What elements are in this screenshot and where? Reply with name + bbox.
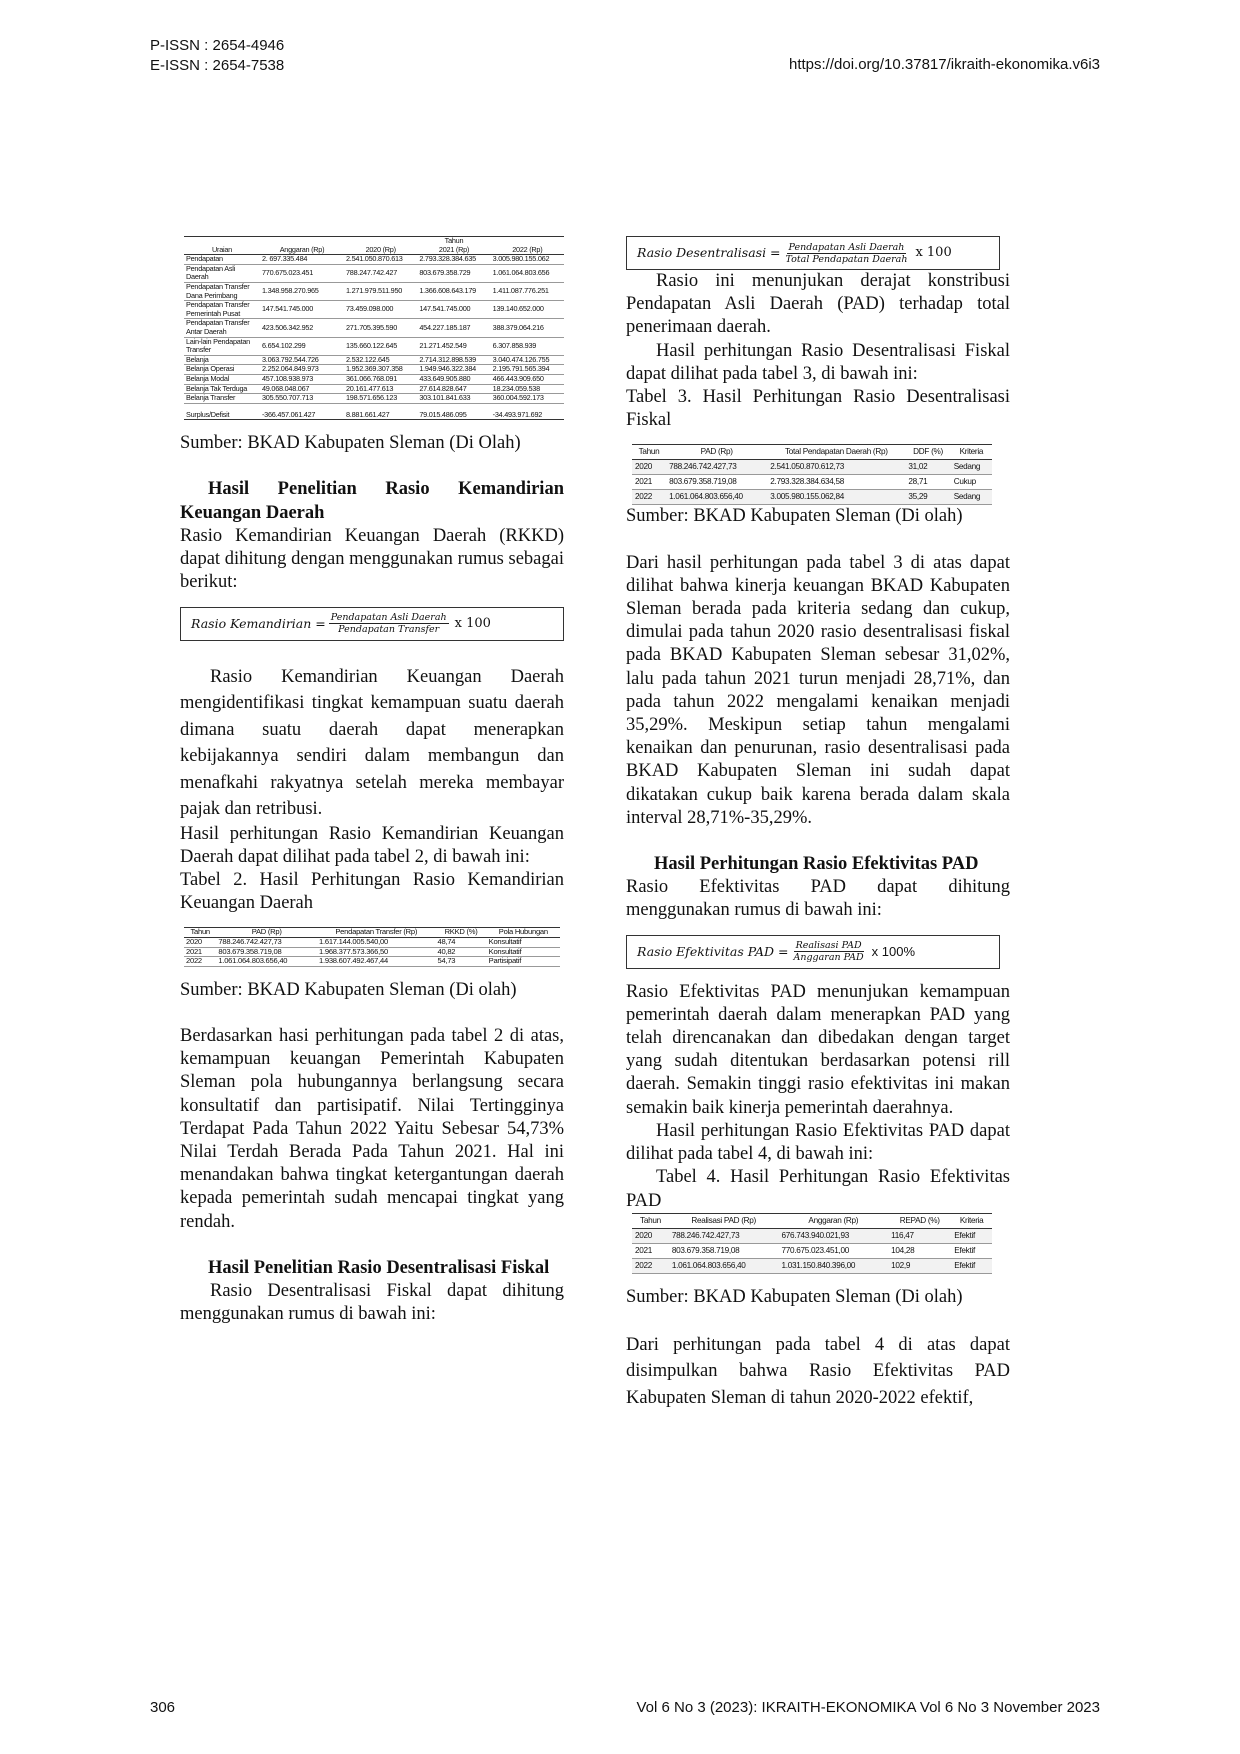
t1-row xyxy=(184,282,564,300)
t3-row xyxy=(632,490,992,505)
t1-cell-y2022: 139.140.652.000 xyxy=(491,301,564,319)
t3-cell: 2.541.050.870.612,73 xyxy=(767,460,905,475)
t1-surplus-y2020: 8.881.661.427 xyxy=(346,409,390,419)
t1-cell-y2020: 788.247.742.427 xyxy=(344,264,417,282)
formula-ef-fraction xyxy=(792,940,866,963)
t3-header-2: Total Pendapatan Daerah (Rp) xyxy=(784,447,888,457)
t4-cell: 1.031.150.840.396,00 xyxy=(779,1258,889,1273)
table4-caption: Tabel 4. Hasil Perhitungan Rasio Efektivitas PAD xyxy=(626,1167,1010,1211)
t1-cell-y2020: 135.660.122.645 xyxy=(344,337,417,355)
t1-row xyxy=(184,365,564,375)
t1-row xyxy=(184,394,564,404)
para-dd-table-ref: Hasil perhitungan Rasio Desentralisasi Fiskal dapat dilihat pada tabel 3, di bawah ini: xyxy=(626,340,1010,384)
t1-cell-y2021: 803.679.358.729 xyxy=(417,264,490,282)
t1-cell-y2022: 2.195.791.565.394 xyxy=(491,365,564,375)
t4-header-0: Tahun xyxy=(640,1215,661,1225)
t2-cell: Konsultatif xyxy=(487,937,560,947)
t3-cell: 31,02 xyxy=(905,460,950,475)
t1-cell-anggaran: 147.541.745.000 xyxy=(260,301,344,319)
formula-dd-fraction xyxy=(784,242,910,265)
t3-cell: 2021 xyxy=(632,475,666,490)
t3-row xyxy=(632,460,992,475)
t1-cell-label: Belanja Transfer xyxy=(184,394,260,404)
t3-cell: 803.679.358.719,08 xyxy=(666,475,767,490)
t4-cell: 770.675.023.451,00 xyxy=(779,1243,889,1258)
t1-header-2020: 2020 (Rp) xyxy=(365,244,396,254)
para-rkkd-intro: Rasio Kemandirian Keuangan Daerah (RKKD) dapat dihitung dengan menggunakan rumus sebagai berikut: xyxy=(180,525,564,593)
formula-ef-multiplier: x 100% xyxy=(871,944,916,960)
t1-cell-y2021: 27.614.828.647 xyxy=(417,384,490,394)
t1-cell-y2022: 18.234.059.538 xyxy=(491,384,564,394)
t1-surplus-anggaran: -366.457.061.427 xyxy=(262,409,316,419)
issn-block xyxy=(150,36,284,76)
t1-header-uraian: Uraian xyxy=(212,244,232,254)
t4-cell: 1.061.064.803.656,40 xyxy=(669,1258,779,1273)
t4-header-3: REPAD (%) xyxy=(899,1215,940,1225)
t1-cell-y2021: 1.949.946.322.384 xyxy=(417,365,490,375)
t2-cell: 1.968.377.573.366,50 xyxy=(317,947,435,957)
formula-rkkd-denominator: Pendapatan Transfer xyxy=(338,624,440,635)
para-efektivitas-table-ref: Hasil perhitungan Rasio Efektivitas PAD dapat dilihat pada tabel 4, di bawah ini: xyxy=(626,1120,1010,1165)
t1-cell-label: Belanja Modal xyxy=(184,374,260,384)
t4-cell: 2022 xyxy=(632,1258,669,1273)
source-table4: Sumber: BKAD Kabupaten Sleman (Di olah) xyxy=(626,1286,963,1307)
t2-header-1: PAD (Rp) xyxy=(251,927,282,937)
t1-cell-anggaran: 770.675.023.451 xyxy=(260,264,344,282)
formula-rkkd-lhs: Rasio Kemandirian = xyxy=(191,615,326,631)
t1-cell-y2020: 271.705.395.590 xyxy=(344,319,417,337)
t4-header-2: Anggaran (Rp) xyxy=(808,1215,859,1225)
t2-cell: 1.617.144.005.540,00 xyxy=(317,937,435,947)
formula-dd-denominator: Total Pendapatan Daerah xyxy=(785,253,908,265)
t1-cell-anggaran: 6.654.102.299 xyxy=(260,337,344,355)
t4-cell: Efektif xyxy=(951,1243,992,1258)
t3-cell: Cukup xyxy=(951,475,992,490)
t1-cell-y2021: 2.793.328.384.635 xyxy=(417,255,490,265)
t3-header-4: Kriteria xyxy=(959,447,984,457)
t1-row xyxy=(184,337,564,355)
t3-cell: 3.005.980.155.062,84 xyxy=(767,490,905,505)
t3-cell: 2.793.328.384.634,58 xyxy=(767,475,905,490)
journal-citation: Vol 6 No 3 (2023): IKRAITH-EKONOMIKA Vol 6 No 3 November 2023 xyxy=(636,1699,1100,1716)
t2-cell: 1.061.064.803.656,40 xyxy=(216,957,317,967)
t1-row xyxy=(184,264,564,282)
t2-row xyxy=(184,957,560,967)
t1-cell-anggaran: 2. 697.335.484 xyxy=(260,255,344,265)
formula-rkkd-fraction xyxy=(329,612,449,635)
t3-cell: 788.246.742.427,73 xyxy=(666,460,767,475)
t1-cell-y2022: 3.005.980.155.062 xyxy=(491,255,564,265)
t1-cell-y2020: 20.161.477.613 xyxy=(344,384,417,394)
t2-cell: 788.246.742.427,73 xyxy=(216,937,317,947)
t1-cell-anggaran: 2.252.064.849.973 xyxy=(260,365,344,375)
t1-cell-y2020: 2.541.050.870.613 xyxy=(344,255,417,265)
t3-cell: Sedang xyxy=(951,490,992,505)
t1-cell-y2022: 466.443.909.650 xyxy=(491,374,564,384)
t1-row xyxy=(184,301,564,319)
t2-cell: 48,74 xyxy=(436,937,487,947)
t2-cell: 40,82 xyxy=(436,947,487,957)
t2-cell: 54,73 xyxy=(436,957,487,967)
t1-cell-label: Belanja Operasi xyxy=(184,365,260,375)
para-dd-analysis: Dari hasil perhitungan pada tabel 3 di atas dapat dilihat bahwa kinerja keuangan BKAD Kabupaten Sleman berada pada kriteria sedang dan cukup, dimulai pada tahun 2020 rasio desentralisasi fiskal pada BKAD Kabupaten Sleman sebesar 31,02%, lalu pada tahun 2021 turun menjadi 28,71%, dan pada tahun 2022 mengalami kenaikan menjadi 35,29%. Meskipun setiap tahun mengalami kenaikan dan penurunan, rasio desentralisasi pada BKAD Kabupaten Sleman ini sudah dapat dikatakan cukup baik karena berada dalam skala interval 28,71%-35,29%. xyxy=(626,552,1010,828)
t1-row-surplus xyxy=(184,403,564,420)
t3-header-1: PAD (Rp) xyxy=(700,447,733,457)
t1-cell-anggaran: 305.550.707.713 xyxy=(260,394,344,404)
t1-cell-y2020: 2.532.122.645 xyxy=(344,355,417,365)
heading-desentralisasi: Hasil Penelitian Rasio Desentralisasi Fiskal xyxy=(208,1257,550,1278)
para-dd-contribution: Rasio ini menunjukan derajat konstribusi Pendapatan Asli Daerah (PAD) terhadap total penerimaan daerah. xyxy=(626,271,1010,338)
para-efektivitas-conclusion: Dari perhitungan pada tabel 4 di atas dapat disimpulkan bahwa Rasio Efektivitas PAD Kabupaten Sleman di tahun 2020-2022 efektif, xyxy=(626,1334,1010,1408)
t2-cell: 2020 xyxy=(184,937,216,947)
t1-row xyxy=(184,374,564,384)
t1-cell-label: Belanja xyxy=(184,355,260,365)
t2-cell: Konsultatif xyxy=(487,947,560,957)
t2-cell: 2022 xyxy=(184,957,216,967)
t3-header-row xyxy=(632,445,992,460)
t1-cell-label: Pendapatan Asli Daerah xyxy=(184,264,260,282)
t1-cell-y2021: 2.714.312.898.539 xyxy=(417,355,490,365)
t2-body xyxy=(184,937,560,966)
table3-desentralisasi xyxy=(632,444,992,505)
t4-cell: 102,9 xyxy=(888,1258,951,1273)
t3-cell: 2022 xyxy=(632,490,666,505)
left-column xyxy=(180,236,564,1326)
t1-body xyxy=(184,255,564,420)
heading-rkkd: Hasil Penelitian Rasio Kemandirian Keuangan Daerah xyxy=(180,479,564,523)
t1-surplus-y2021: 79.015.486.095 xyxy=(419,409,467,419)
formula-dd-multiplier: x 100 xyxy=(915,245,952,261)
t1-cell-y2022: 6.307.858.939 xyxy=(491,337,564,355)
formula-desentralisasi xyxy=(626,236,1000,270)
t3-cell: 2020 xyxy=(632,460,666,475)
para-rkkd-analysis: Berdasarkan hasi perhitungan pada tabel 2 di atas, kemampuan keuangan Pemerintah Kabupaten Sleman pola hubungannya berlangsung secara konsultatif dan partisipatif. Nilai Tertingginya Terdapat Pada Tahun 2022 Yaitu Sebesar 54,73% Nilai Terdah Berada Pada Tahun 2021. Hal ini menandakan bahwa tingkat ketergantungan daerah kepada pemerintah sudah mencapai tingkat yang rendah. xyxy=(180,1025,564,1232)
t3-cell: 35,29 xyxy=(905,490,950,505)
t4-cell: Efektif xyxy=(951,1258,992,1273)
t1-surplus-label: Surplus/Defisit xyxy=(186,409,230,419)
table2-rkkd xyxy=(184,927,560,966)
t1-cell-label: Belanja Tak Terduga xyxy=(184,384,260,394)
doi-link[interactable]: https://doi.org/10.37817/ikraith-ekonomika.v6i3 xyxy=(788,56,1100,73)
t2-cell: Partisipatif xyxy=(487,957,560,967)
table1-budget xyxy=(184,236,564,420)
formula-rkkd xyxy=(180,607,564,641)
t1-header-anggaran: Anggaran (Rp) xyxy=(279,244,325,254)
t1-cell-y2022: 1.061.064.803.656 xyxy=(491,264,564,282)
t1-cell-label: Pendapatan Transfer Antar Daerah xyxy=(184,319,260,337)
t1-header-2021: 2021 (Rp) xyxy=(438,244,470,254)
t1-cell-y2020: 73.459.098.000 xyxy=(344,301,417,319)
formula-dd-numerator: Pendapatan Asli Daerah xyxy=(788,241,905,253)
t1-cell-anggaran: 3.063.792.544.726 xyxy=(260,355,344,365)
t1-cell-label: Pendapatan xyxy=(184,255,260,265)
t1-cell-label: Pendapatan Transfer Dana Perimbang xyxy=(184,282,260,300)
t1-cell-anggaran: 49.068.048.067 xyxy=(260,384,344,394)
t4-cell: 803.679.358.719,08 xyxy=(669,1243,779,1258)
table3-caption: Tabel 3. Hasil Perhitungan Rasio Desentralisasi Fiskal xyxy=(626,387,1010,431)
para-efektivitas-definition: Rasio Efektivitas PAD menunjukan kemampuan pemerintah daerah dalam menerapkan PAD yang telah direncanakan dan dibedakan dengan target yang sudah ditentukan berdasarkan potensi rill daerah. Semakin tinggi rasio efektivitas ini makan semakin baik kinerja pemerintah daerahnya. xyxy=(626,981,1010,1118)
t3-cell: Sedang xyxy=(951,460,992,475)
formula-ef-denominator: Anggaran PAD xyxy=(793,952,864,964)
t1-cell-y2020: 198.571.656.123 xyxy=(344,394,417,404)
t4-header-1: Realisasi PAD (Rp) xyxy=(691,1215,756,1225)
t2-header-2: Pendapatan Transfer (Rp) xyxy=(335,927,418,937)
t2-row xyxy=(184,937,560,947)
heading-efektivitas: Hasil Perhitungan Rasio Efektivitas PAD xyxy=(654,854,979,875)
t1-cell-y2021: 1.366.608.643.179 xyxy=(417,282,490,300)
source-table1: Sumber: BKAD Kabupaten Sleman (Di Olah) xyxy=(180,433,521,454)
t1-cell-y2021: 21.271.452.549 xyxy=(417,337,490,355)
t4-cell: 2021 xyxy=(632,1243,669,1258)
table4-efektivitas xyxy=(632,1213,992,1274)
para-rkkd-table-ref: Hasil perhitungan Rasio Kemandirian Keuangan Daerah dapat dilihat pada tabel 2, di bawah ini: xyxy=(180,823,564,867)
t4-row xyxy=(632,1228,992,1243)
source-table2: Sumber: BKAD Kabupaten Sleman (Di olah) xyxy=(180,979,517,1000)
t4-cell: Efektif xyxy=(951,1228,992,1243)
t1-header-tahun: Tahun xyxy=(444,236,464,245)
t1-cell-label: Lain-lain Pendapatan Transfer xyxy=(184,337,260,355)
t1-cell-y2020: 1.952.369.307.358 xyxy=(344,365,417,375)
formula-ef-lhs: Rasio Efektivitas PAD = xyxy=(637,944,789,960)
t3-cell: 28,71 xyxy=(905,475,950,490)
t4-row xyxy=(632,1243,992,1258)
t4-cell: 676.743.940.021,93 xyxy=(779,1228,889,1243)
t4-header-4: Kriteria xyxy=(959,1215,984,1225)
t3-header-3: DDF (%) xyxy=(913,447,943,457)
t2-header-4: Pola Hubungan xyxy=(498,927,548,937)
t1-cell-label: Pendapatan Transfer Pemerintah Pusat xyxy=(184,301,260,319)
t2-header-3: RKKD (%) xyxy=(444,927,478,937)
t1-row xyxy=(184,255,564,265)
t3-body xyxy=(632,460,992,505)
t1-cell-y2021: 303.101.841.633 xyxy=(417,394,490,404)
t1-cell-y2021: 433.649.905.880 xyxy=(417,374,490,384)
t4-row xyxy=(632,1258,992,1273)
para-efektivitas-intro: Rasio Efektivitas PAD dapat dihitung menggunakan rumus di bawah ini: xyxy=(626,877,1010,921)
t1-cell-y2020: 1.271.979.511.950 xyxy=(344,282,417,300)
t3-cell: 1.061.064.803.656,40 xyxy=(666,490,767,505)
t1-cell-anggaran: 457.108.938.973 xyxy=(260,374,344,384)
t4-cell: 2020 xyxy=(632,1228,669,1243)
formula-dd-lhs: Rasio Desentralisasi = xyxy=(637,245,781,261)
page-number: 306 xyxy=(150,1699,176,1716)
e-issn: E-ISSN : 2654-7538 xyxy=(150,57,285,74)
source-table3: Sumber: BKAD Kabupaten Sleman (Di olah) xyxy=(626,506,963,527)
t1-cell-y2022: 360.004.592.173 xyxy=(491,394,564,404)
formula-efektivitas xyxy=(626,935,1000,969)
t1-cell-y2022: 3.040.474.126.755 xyxy=(491,355,564,365)
p-issn: P-ISSN : 2654-4946 xyxy=(150,37,285,54)
t3-header-0: Tahun xyxy=(638,447,660,457)
para-rkkd-definition: Rasio Kemandirian Keuangan Daerah mengidentifikasi tingkat kemampuan suatu daerah dimana suatu daerah dapat menerapkan kebijakannya sendiri dalam membangun dan menafkahi rakyatnya setelah mereka membayar pajak dan retribusi. xyxy=(180,666,564,819)
t2-cell: 803.679.358.719,08 xyxy=(216,947,317,957)
t4-header-row xyxy=(632,1213,992,1228)
t1-cell-y2021: 147.541.745.000 xyxy=(417,301,490,319)
t1-cell-y2021: 454.227.185.187 xyxy=(417,319,490,337)
t1-cell-anggaran: 1.348.958.270.965 xyxy=(260,282,344,300)
t1-cell-y2022: 388.379.064.216 xyxy=(491,319,564,337)
t4-cell: 116,47 xyxy=(888,1228,951,1243)
formula-rkkd-multiplier: x 100 xyxy=(454,615,491,631)
t3-row xyxy=(632,475,992,490)
formula-ef-numerator: Realisasi PAD xyxy=(795,940,862,952)
right-column xyxy=(626,236,1010,1411)
t1-cell-y2022: 1.411.087.776.251 xyxy=(491,282,564,300)
t4-body xyxy=(632,1228,992,1273)
t1-header-2022: 2022 (Rp) xyxy=(512,244,543,254)
para-desentralisasi-intro: Rasio Desentralisasi Fiskal dapat dihitung menggunakan rumus di bawah ini: xyxy=(180,1280,564,1325)
t4-cell: 788.246.742.427,73 xyxy=(669,1228,779,1243)
table2-caption: Tabel 2. Hasil Perhitungan Rasio Kemandirian Keuangan Daerah xyxy=(180,869,564,914)
formula-rkkd-numerator: Pendapatan Asli Daerah xyxy=(330,612,447,623)
t1-row xyxy=(184,319,564,337)
t1-cell-y2020: 361.066.768.091 xyxy=(344,374,417,384)
t2-header-0: Tahun xyxy=(190,927,210,937)
t2-header-row xyxy=(184,928,560,938)
t2-cell: 1.938.607.492.467,44 xyxy=(317,957,435,967)
t2-cell: 2021 xyxy=(184,947,216,957)
t4-cell: 104,28 xyxy=(888,1243,951,1258)
t1-surplus-y2022: -34.493.971.692 xyxy=(492,409,543,419)
t1-cell-anggaran: 423.506.342.952 xyxy=(260,319,344,337)
